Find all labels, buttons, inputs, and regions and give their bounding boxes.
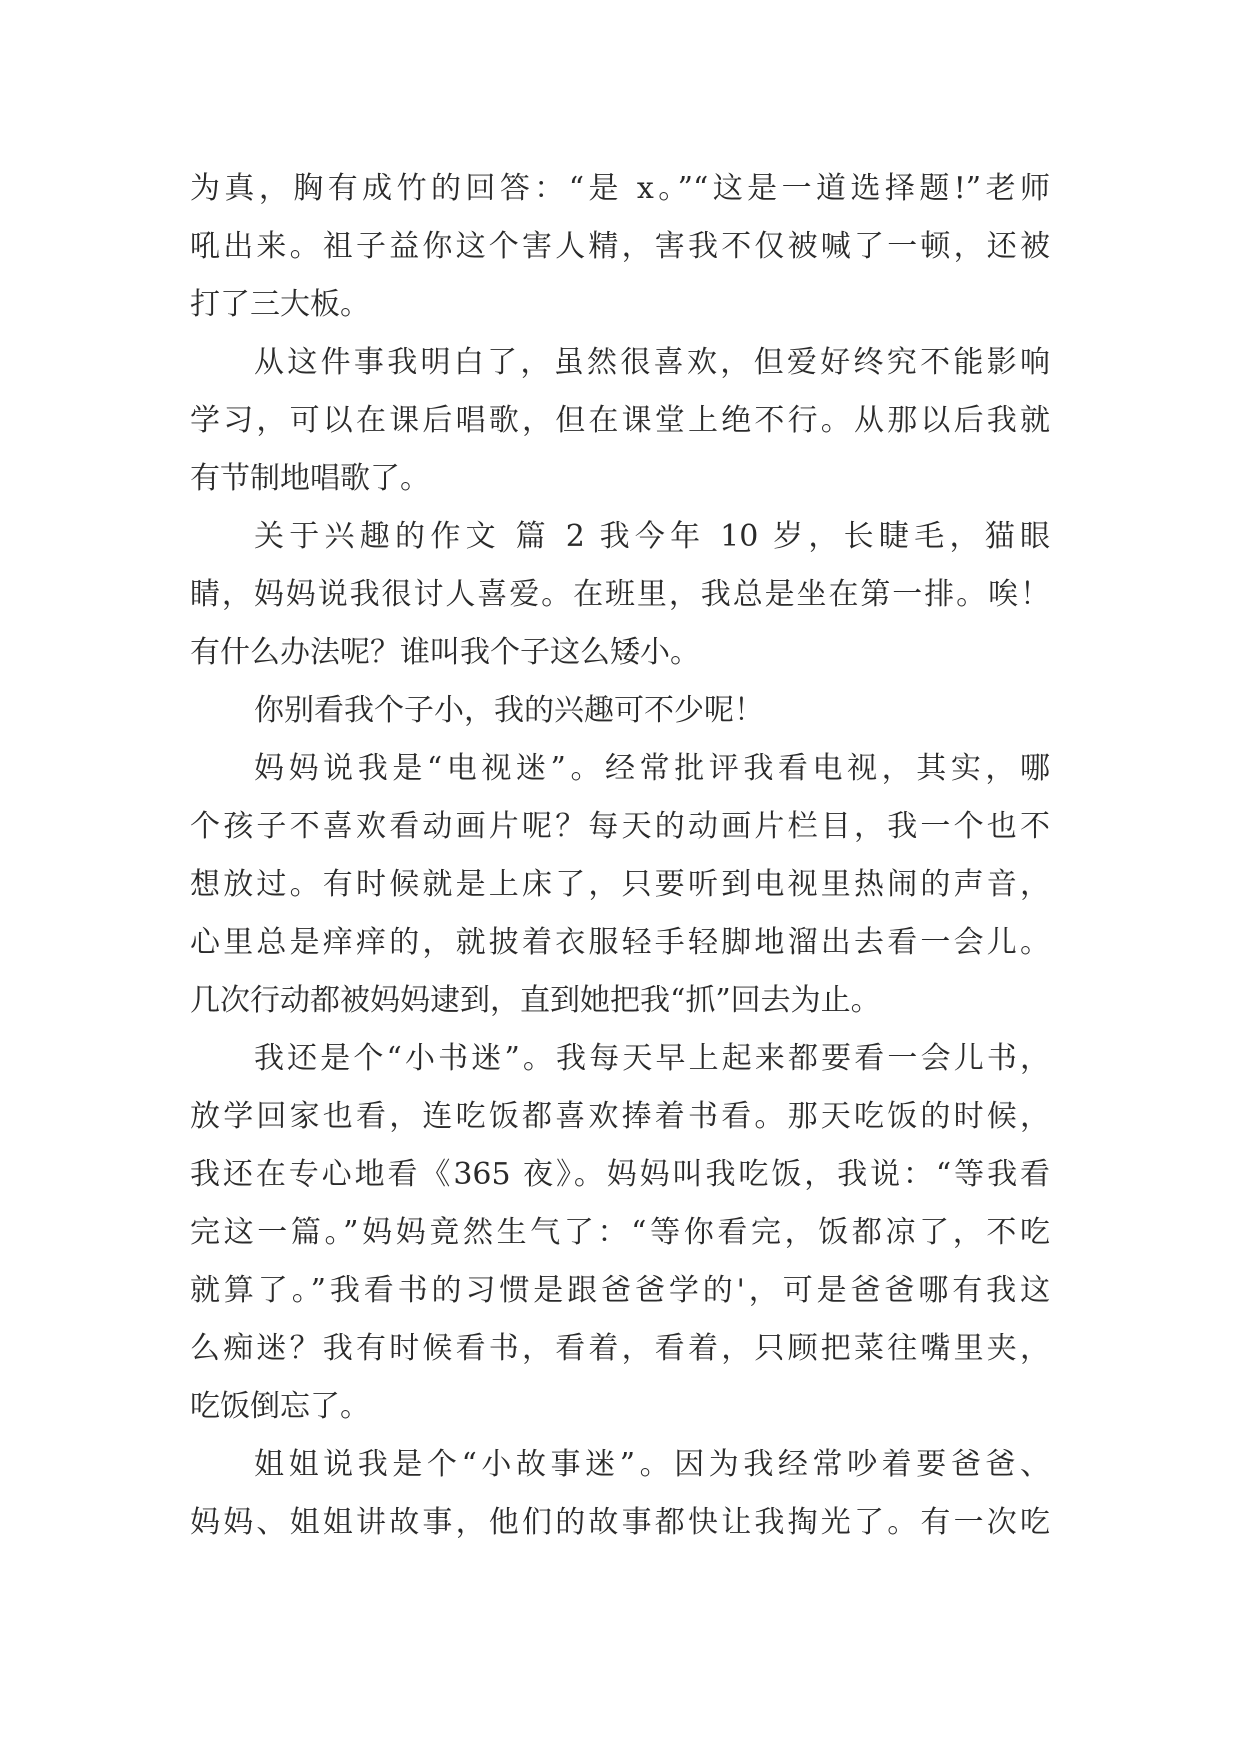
text-line: 打了三大板。 (190, 287, 370, 322)
text-line: 从这件事我明白了，虽然很喜欢，但爱好终究不能影响 (254, 345, 1050, 380)
text-line: 睛，妈妈说我很讨人喜爱。在班里，我总是坐在第一排。唉！ (190, 577, 1050, 612)
text-line: 我还在专心地看《365 夜》。妈妈叫我吃饭，我说：“等我看 (190, 1157, 1050, 1192)
text-line: 有节制地唱歌了。 (190, 461, 430, 496)
text-line: 放学回家也看，连吃饭都喜欢捧着书看。那天吃饭的时候， (190, 1099, 1050, 1134)
section-heading-line: 关于兴趣的作文 篇 2 我今年 10 岁，长睫毛，猫眼 (254, 519, 1050, 554)
text-line: 妈妈说我是“电视迷”。经常批评我看电视，其实，哪 (254, 751, 1050, 786)
text-line: 你别看我个子小，我的兴趣可不少呢！ (254, 693, 764, 728)
text-line: 几次行动都被妈妈逮到，直到她把我“抓”回去为止。 (190, 983, 881, 1018)
text-line: 吼出来。祖子益你这个害人精，害我不仅被喊了一顿，还被 (190, 229, 1050, 264)
text-line: 学习，可以在课后唱歌，但在课堂上绝不行。从那以后我就 (190, 403, 1050, 438)
text-line: 为真，胸有成竹的回答：“是 x。”“这是一道选择题!”老师 (190, 171, 1050, 206)
text-line: 就算了。”我看书的习惯是跟爸爸学的'，可是爸爸哪有我这 (190, 1273, 1050, 1308)
text-line: 吃饭倒忘了。 (190, 1389, 370, 1424)
text-line: 我还是个“小书迷”。我每天早上起来都要看一会儿书， (254, 1041, 1050, 1076)
document-body (190, 160, 1050, 1552)
text-line: 有什么办法呢？谁叫我个子这么矮小。 (190, 635, 700, 670)
text-line: 妈妈、姐姐讲故事，他们的故事都快让我掏光了。有一次吃 (190, 1505, 1050, 1540)
text-line: 个孩子不喜欢看动画片呢？每天的动画片栏目，我一个也不 (190, 809, 1050, 844)
text-line: 想放过。有时候就是上床了，只要听到电视里热闹的声音， (190, 867, 1050, 902)
text-line: 么痴迷？我有时候看书，看着，看着，只顾把菜往嘴里夹， (190, 1331, 1050, 1366)
text-line: 完这一篇。”妈妈竟然生气了：“等你看完，饭都凉了，不吃 (190, 1215, 1050, 1250)
text-line: 心里总是痒痒的，就披着衣服轻手轻脚地溜出去看一会儿。 (190, 925, 1050, 960)
text-line: 姐姐说我是个“小故事迷”。因为我经常吵着要爸爸、 (254, 1447, 1050, 1482)
